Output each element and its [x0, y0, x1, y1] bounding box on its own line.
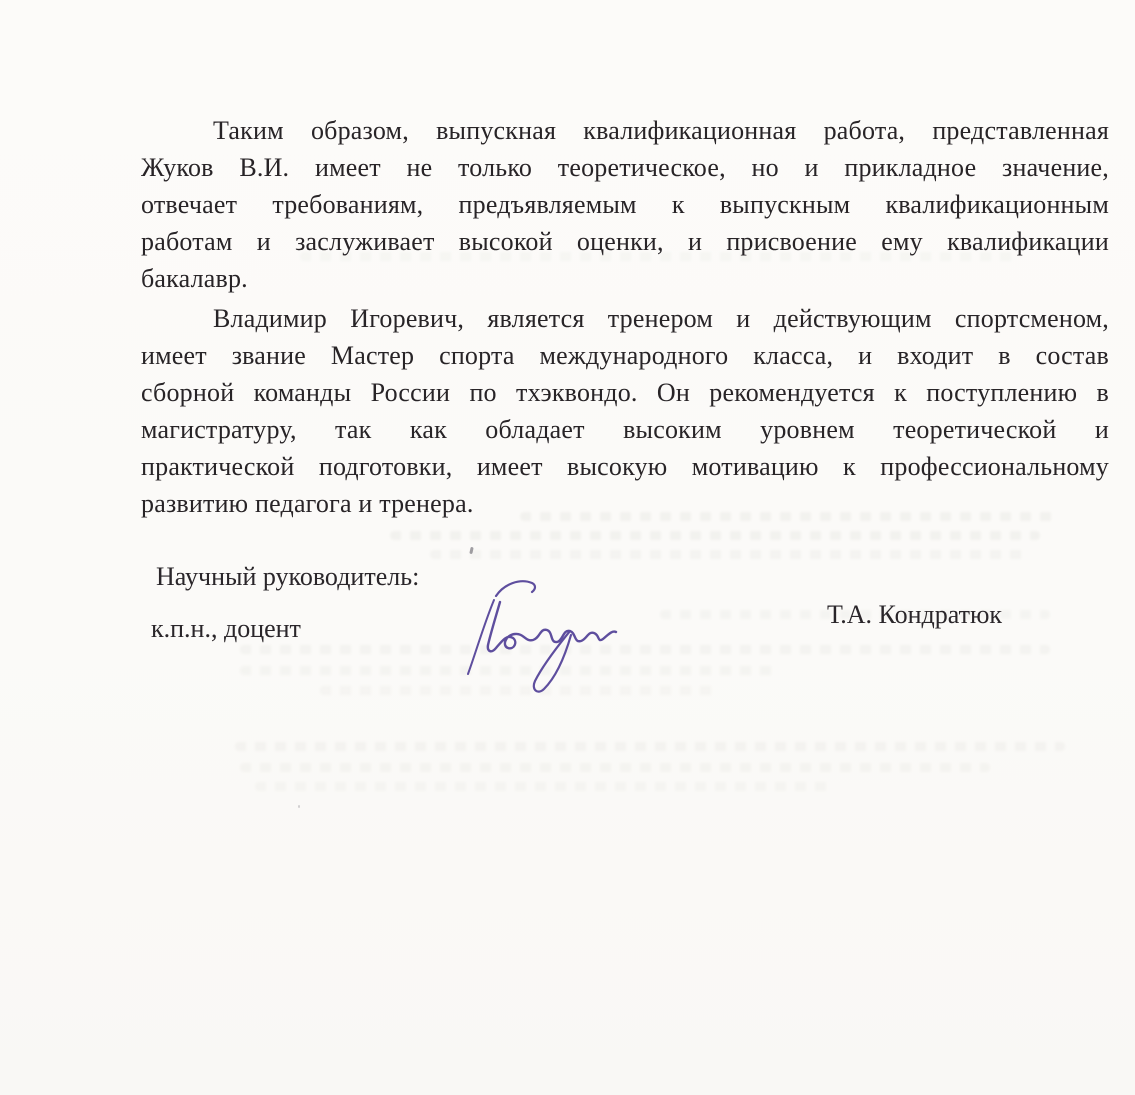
paragraph-recommendation	[141, 300, 1109, 522]
paragraph-line: Жуков В.И. имеет не только теоретическое, но и прикладное значение,	[141, 153, 1109, 182]
paragraph-conclusion	[141, 112, 1109, 297]
paragraph-line: магистратуру, так как обладает высоким уровнем теоретической и	[141, 415, 1109, 444]
supervisor-degree-label: к.п.н., доцент	[151, 614, 301, 643]
paragraph-line: Владимир Игоревич, является тренером и действующим спортсменом,	[213, 304, 1109, 333]
handwritten-signature	[450, 572, 620, 702]
paragraph-line: отвечает требованиям, предъявляемым к выпускным квалификационным	[141, 190, 1109, 219]
ink-speck	[298, 805, 300, 808]
paragraph-line: бакалавр.	[141, 264, 248, 293]
bleed-through-mark	[235, 742, 1065, 751]
paragraph-line: развитию педагога и тренера.	[141, 489, 474, 518]
paragraph-line: работам и заслуживает высокой оценки, и присвоение ему квалификации	[141, 227, 1109, 256]
paragraph-line: имеет звание Мастер спорта международного класса, и входит в состав	[141, 341, 1109, 370]
paragraph-line: Таким образом, выпускная квалификационная работа, представленная	[213, 116, 1109, 145]
bleed-through-mark	[240, 763, 990, 772]
paragraph-line: сборной команды России по тхэквондо. Он рекомендуется к поступлению в	[141, 378, 1109, 407]
bleed-through-mark	[240, 645, 1050, 654]
bleed-through-mark	[390, 531, 1040, 540]
bleed-through-mark	[255, 782, 835, 791]
supervisor-role-label: Научный руководитель:	[156, 562, 420, 591]
bleed-through-mark	[430, 550, 1030, 559]
paragraph-line: практической подготовки, имеет высокую мотивацию к профессиональному	[141, 452, 1109, 481]
supervisor-name: Т.А. Кондратюк	[827, 600, 1003, 629]
document-body	[141, 112, 1109, 522]
